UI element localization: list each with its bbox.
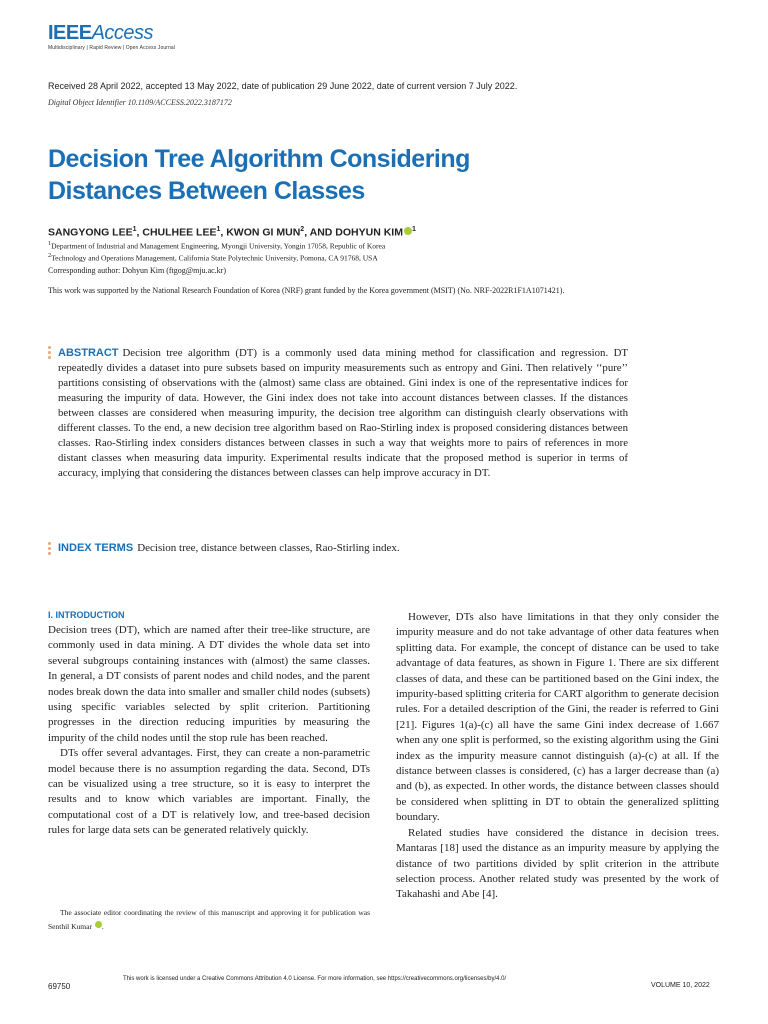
author-name: KWON GI MUN <box>226 226 301 239</box>
received-dates: Received 28 April 2022, accepted 13 May 2022, date of publication 29 June 2022, date of current version 7 July 2022. <box>48 81 518 91</box>
affiliation-text: Department of Industrial and Management Engineering, Myongji University, Yongin 17058, Republic of Korea <box>51 241 386 251</box>
orcid-icon[interactable] <box>404 227 412 235</box>
paragraph: Related studies have considered the distance in decision trees. Mantaras [18] used the distance as an impurity measure by applying the distance of two partitions divided by split criterion in the attribute selection process. Another related study was presented by the work of Takahashi and Abe [4]. <box>396 826 719 901</box>
abstract <box>58 346 628 481</box>
affiliation <box>48 240 385 251</box>
index-terms <box>58 542 400 554</box>
author-affiliation-mark: 1 <box>132 226 137 233</box>
author-name: CHULHEE LEE <box>142 226 217 239</box>
paragraph: Decision trees (DT), which are named after their tree-like structure, are commonly used in data mining. A DT divides the whole data set into several subgroups containing instances with (almost) the same classes. In general, a DT consists of parent nodes and child nodes, and the parent nodes break down the data into smaller and smaller child nodes (subsets) using specific variables selected by split criterion. Partitioning progresses in the direction reducing impurities by measuring the impurity of the child nodes until the stop rule has been reached. <box>48 624 370 744</box>
affiliation <box>48 252 378 263</box>
footnote-end: . <box>101 922 104 931</box>
abstract-marker-icon <box>48 346 51 361</box>
paragraph: However, DTs also have limitations in that they only consider the impurity measure and do not take advantage of other data features when splitting data. For example, the concept of distance can be used to take advantage of data features, as shown in Figure 1. There are six different classes of data, and these can be partitioned based on the Gini index, the impurity-based splitting criteria for CART algorithm to generate decision rules. For a detailed description of the Gini, the reader is referred to Gini [21]. Figures 1(a)-(c) all have the same Gini index decrease of 1.667 when any one split is performed, so the existing algorithm using the Gini index as the impurity measure cannot distinguish (a)-(c) at all. If the distance between classes is considered, (c) has a larger decrease than (a) and (b), as expected. In other words, the distance between classes should be considered when splitting in DT to obtain the generalized splitting boundary. <box>396 611 719 824</box>
author-name: SANGYONG LEE <box>48 226 133 239</box>
author-affiliation-mark: 1 <box>411 226 416 233</box>
index-terms-heading: INDEX TERMS <box>58 542 134 554</box>
author-affiliation-mark: 1 <box>216 226 221 233</box>
section-heading: I. INTRODUCTION <box>48 610 125 620</box>
abstract-heading: ABSTRACT <box>58 347 119 359</box>
author-list: SANGYONG LEE$^1$, CHULHEE LEE$^1$, KWON GI MUN$^2$, AND DOHYUN KIM $^1$ <box>48 226 416 239</box>
right-column <box>396 610 719 903</box>
title-line: Decision Tree Algorithm Considering <box>48 145 470 173</box>
index-terms-text: Decision tree, distance between classes, Rao-Stirling index. <box>137 542 400 554</box>
page-number: 69750 <box>48 982 71 991</box>
doi-line: Digital Object Identifier 10.1109/ACCESS.2022.3187172 <box>48 98 232 107</box>
affiliation-mark: 2 <box>48 252 52 259</box>
logo-ieee: IEEE <box>48 22 92 44</box>
title-line: Distances Between Classes <box>48 177 365 205</box>
orcid-icon[interactable] <box>95 921 102 928</box>
volume-label: VOLUME 10, 2022 <box>651 982 710 989</box>
logo-access: Access <box>91 22 154 44</box>
index-terms-marker-icon <box>48 542 51 557</box>
corresponding-author: Corresponding author: Dohyun Kim (ftgog@mju.ac.kr) <box>48 266 227 275</box>
license-note: This work is licensed under a Creative Commons Attribution 4.0 License. For more information, see https://creativecommons.org/licenses/by/4.0/ <box>123 976 507 982</box>
affiliation-text: Technology and Operations Management, California State Polytechnic University, Pomona, CA 91768, USA <box>51 253 378 263</box>
paragraph: DTs offer several advantages. First, they can create a non-parametric model because there is no assumption regarding the data. Second, DTs can be visualized using a tree structure, so it is easy to interpret the results and to know which variables are important. Finally, the computational cost of a DT is relatively low, and tree-based decision rules for large data sets can be generated relatively quickly. <box>48 747 370 837</box>
footnote-text: The associate editor coordinating the review of this manuscript and approving it for publication was Senthil Kumar <box>48 908 370 931</box>
logo-tagline: Multidisciplinary | Rapid Review | Open Access Journal <box>48 45 175 51</box>
author-name: AND DOHYUN KIM <box>309 226 403 239</box>
left-column <box>48 610 370 839</box>
affiliation-mark: 1 <box>48 240 52 247</box>
editor-footnote <box>48 906 370 934</box>
author-affiliation-mark: 2 <box>300 226 305 233</box>
paper-title <box>48 143 648 207</box>
funding-note: This work was supported by the National Research Foundation of Korea (NRF) grant funded by the Korea government (MSIT) (No. NRF-2022R1F1A1071421). <box>48 286 565 295</box>
journal-logo <box>48 22 175 51</box>
abstract-text: Decision tree algorithm (DT) is a commonly used data mining method for classification and regression. DT repeatedly divides a dataset into pure subsets based on impurity measurements such as entropy and Gini. Then relatively ‘‘pure’’ partitions consisting of observations with the (almost) same class are obtained. Gini index is one of the representative indices for measuring the impurity of data. However, the Gini index does not take into account distances between classes. If the distances between classes are considered when measuring impurity, the decision tree algorithm can distinguish clearly observations with different classes. To the end, a new decision tree algorithm based on Rao-Stirling index is proposed considering distances between classes. Rao-Stirling index considers distances between classes in such a way that weights more to pairs of references in more distant classes when measuring data impurity. Experimental results indicate that the proposed method is superior in terms of accuracy, implying that considering the distances between classes can help improve accuracy in DT. <box>58 347 628 479</box>
